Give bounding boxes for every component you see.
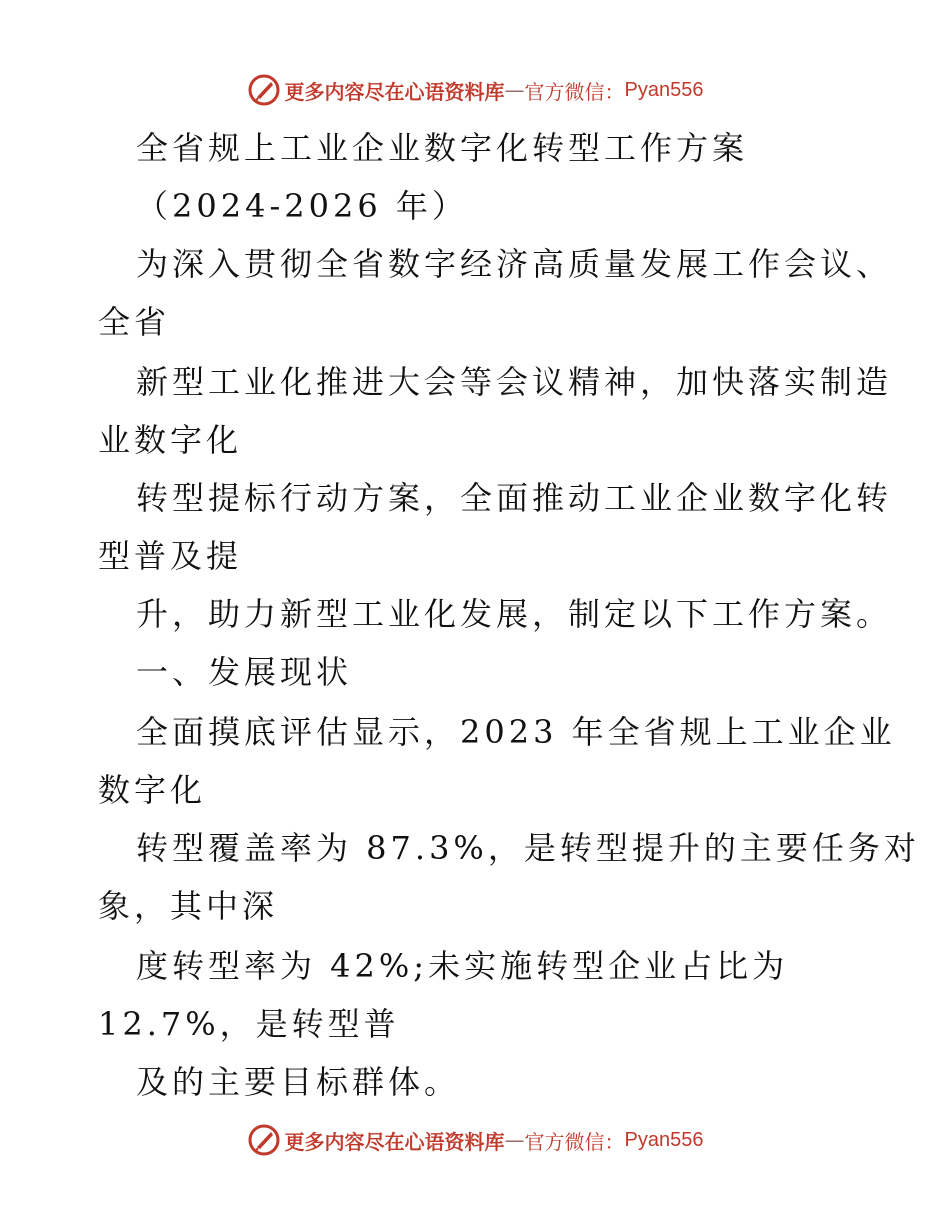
section-heading: 一、发展现状 [136,653,353,691]
watermark-wechat-id: Pyan556 [624,78,704,101]
paragraph-line: 升，助力新型工业化发展，制定以下工作方案。 [136,595,893,633]
quill-circle-logo-icon [247,73,281,107]
paragraph-line: 型普及提 [98,537,243,575]
paragraph-line: 转型提标行动方案，全面推动工业企业数字化转 [136,479,893,517]
paragraph-line: 度转型率为 42%;未实施转型企业占比为 [136,947,789,985]
paragraph-line: 转型覆盖率为 87.3%，是转型提升的主要任务对 [136,829,920,867]
watermark-label: 官方微信： [524,1129,625,1154]
watermark-wechat-id: Pyan556 [624,1128,704,1151]
paragraph-line: 数字化 [98,771,207,809]
document-subtitle-years: （2024-2026 年） [136,187,468,225]
paragraph-line: 全省 [98,303,171,341]
watermark-main-text: 更多内容尽在心语资料库 [284,1129,505,1154]
paragraph-line: 为深入贯彻全省数字经济高质量发展工作会议、 [136,245,893,283]
paragraph-line: 业数字化 [98,421,243,459]
paragraph-line: 全面摸底评估显示，2023 年全省规上工业企业 [136,713,896,751]
watermark-main-text: 更多内容尽在心语资料库 [284,79,505,104]
watermark-separator: — [504,78,525,102]
paragraph-line: 12.7%，是转型普 [98,1005,400,1043]
watermark-banner-top [0,70,950,110]
watermark-banner-bottom [0,1120,950,1160]
watermark-separator: — [504,1128,525,1152]
paragraph-line: 新型工业化推进大会等会议精神，加快落实制造 [136,363,893,401]
paragraph-line: 象，其中深 [98,887,279,925]
paragraph-line: 及的主要目标群体。 [136,1063,461,1101]
watermark-label: 官方微信： [524,79,625,104]
quill-circle-logo-icon [247,1123,281,1157]
document-title: 全省规上工业企业数字化转型工作方案 [136,129,749,167]
